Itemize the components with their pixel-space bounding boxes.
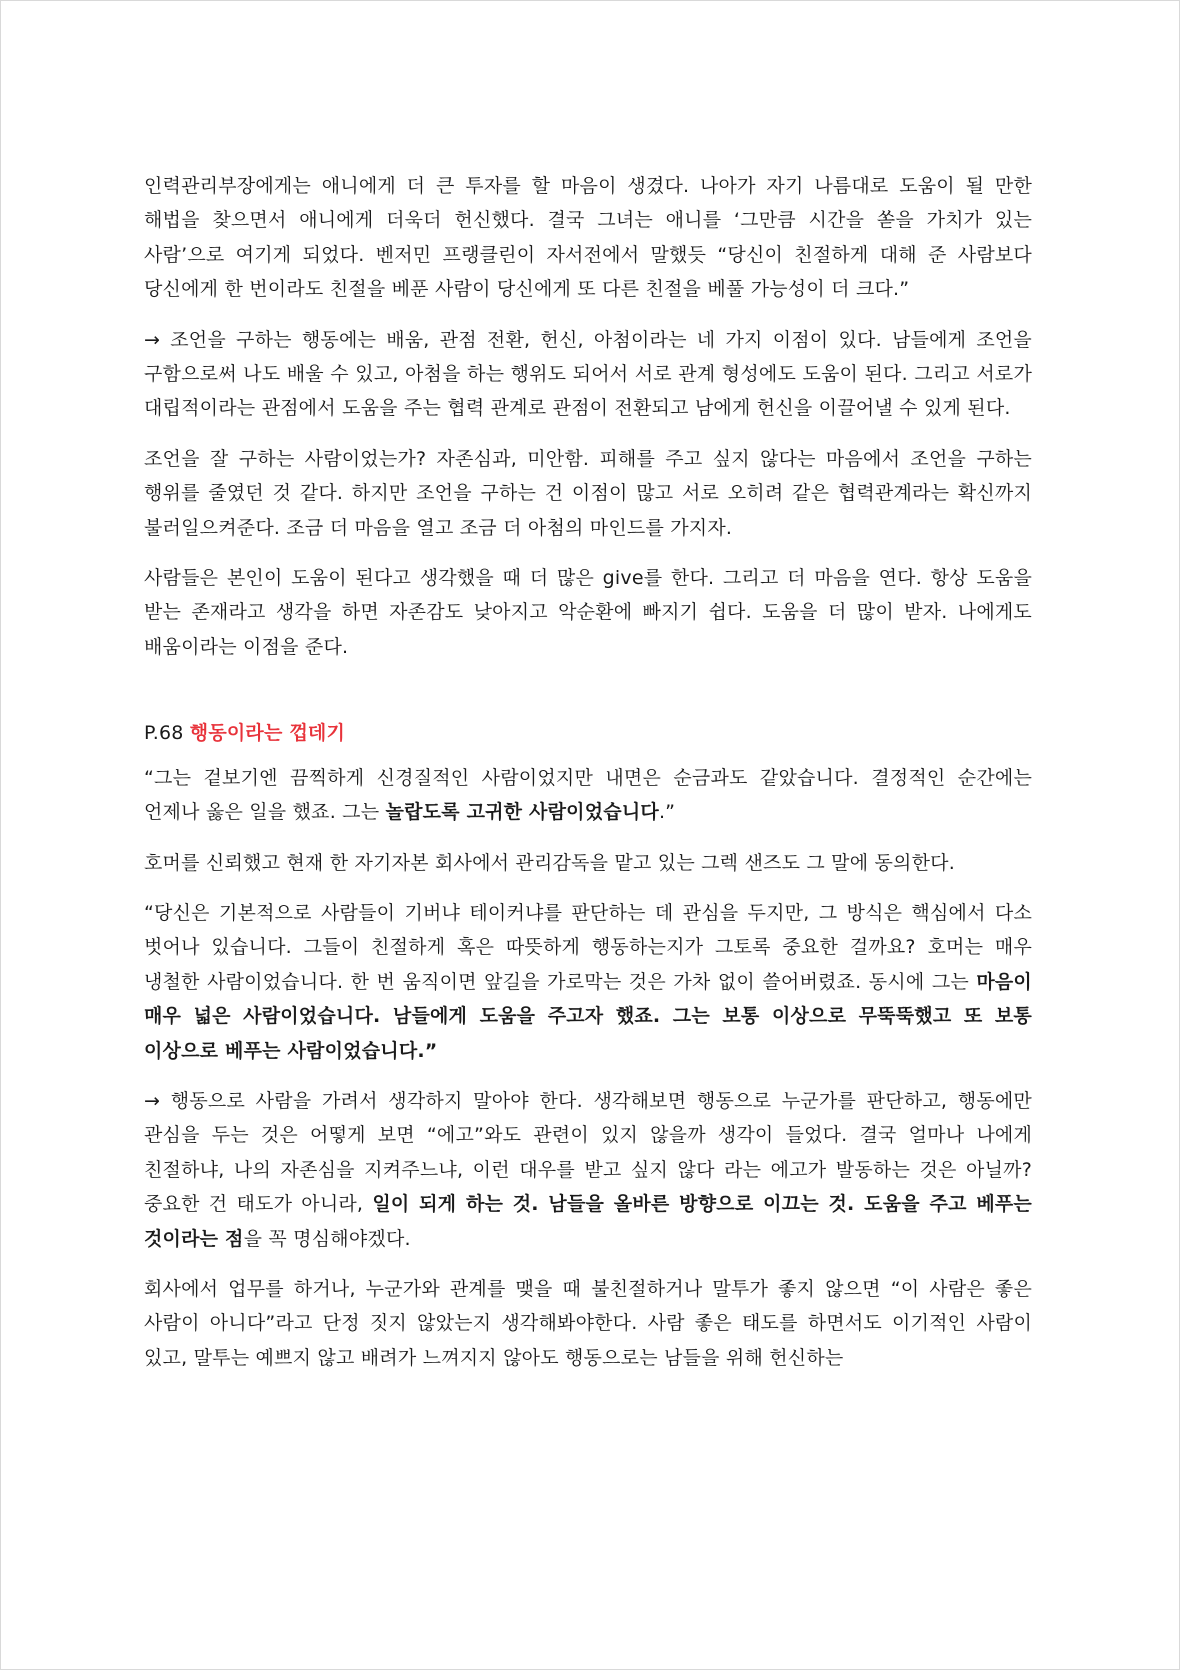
reflection-text: → 행동으로 사람을 가려서 생각하지 말아야 한다. 생각해보면 행동으로 누군가를 판단하고, 행동에만 관심을 두는 것은 어떻게 보면 “에고”와도 관련이 있지 않을까 생각이 들었다. 결국 얼마나 나에게 친절하냐, 나의 자존심을 지켜주느냐, 이런 대우를 받고 싶지 않다 라는 에고가 발동하는 것은 아닐까? 중요한 건 태도가 아니라, (144, 1089, 1032, 1216)
paragraph-annie-investment: 인력관리부장에게는 애니에게 더 큰 투자를 할 마음이 생겼다. 나아가 자기 나름대로 도움이 될 만한 해법을 찾으면서 애니에게 더욱더 헌신했다. 결국 그녀는 애니를 ‘그만큼 시간을 쏟을 가치가 있는 사람’으로 여기게 되었다. 벤저민 프랭클린이 자서전에서 말했듯 “당신이 친절하게 대해 준 사람보다 당신에게 한 번이라도 친절을 베푼 사람이 당신에게 또 다른 친절을 베풀 가능성이 더 크다.” (144, 175, 1032, 301)
reflection-bold: 일이 되게 하는 것. 남들을 올바른 방향으로 이끄는 것. 도움을 주고 베푸는 것이라는 점 (144, 1193, 1032, 1250)
quote-text: “당신은 기본적으로 사람들이 기버냐 테이커냐를 판단하는 데 관심을 두지만, 그 방식은 핵심에서 다소 벗어나 있습니다. 그들이 친절하게 혹은 따뜻하게 행동하는지가 그토록 중요한 걸까요? 호머는 매우 냉철한 사람이었습니다. 한 번 움직이면 앞길을 가로막는 것은 가차 없이 쓸어버렸죠. 동시에 그는 (144, 901, 1032, 993)
quote-bold: 마음이 매우 넓은 사람이었습니다. 남들에게 도움을 주고자 했죠. 그는 보통 이상으로 무뚝뚝했고 또 보통 이상으로 베푸는 사람이었습니다.” (144, 970, 1032, 1062)
section-page-ref: P.68 (144, 722, 184, 745)
section-title: 행동이라는 껍데기 (189, 722, 346, 745)
paragraph-advice-benefits: → 조언을 구하는 행동에는 배움, 관점 전환, 헌신, 아첨이라는 네 가지 이점이 있다. 남들에게 조언을 구함으로써 나도 배울 수 있고, 아첨을 하는 행위도 되어서 서로 관계 형성에도 도움이 된다. 그리고 서로가 대립적이라는 관점에서 도움을 주는 협력 관계로 관점이 전환되고 남에게 헌신을 이끌어낼 수 있게 된다. (144, 328, 1032, 420)
paragraph-workplace: 회사에서 업무를 하거나, 누군가와 관계를 맺을 때 불친절하거나 말투가 좋지 않으면 “이 사람은 좋은 사람이 아니다”라고 단정 짓지 않았는지 생각해봐야한다. 사람 좋은 태도를 하면서도 이기적인 사람이 있고, 말투는 예쁘지 않고 배려가 느껴지지 않아도 행동으로는 남들을 위해 헌신하는 (144, 1277, 1032, 1369)
quote-end: .” (658, 801, 676, 824)
section-heading (144, 716, 1032, 750)
quote-giver-taker (144, 896, 1032, 1068)
document-body (144, 169, 1032, 1391)
paragraph-give-help: 사람들은 본인이 도움이 된다고 생각했을 때 더 많은 give를 한다. 그리고 더 마음을 연다. 항상 도움을 받는 존재라고 생각을 하면 자존감도 낮아지고 악순환에 빠지기 쉽다. 도움을 더 많이 받자. 나에게도 배움이라는 이점을 준다. (144, 567, 1032, 658)
paragraph-advice-reflection: 조언을 잘 구하는 사람이었는가? 자존심과, 미안함. 피해를 주고 싶지 않다는 마음에서 조언을 구하는 행위를 줄였던 것 같다. 하지만 조언을 구하는 건 이점이 많고 서로 오히려 같은 협력관계라는 확신까지 불러일으켜준다. 조금 더 마음을 열고 조금 더 아첨의 마인드를 가지자. (144, 447, 1032, 539)
quote-text: “그는 겉보기엔 끔찍하게 신경질적인 사람이었지만 내면은 순금과도 같았습니다. 결정적인 순간에는 언제나 옳은 일을 했죠. 그는 (144, 766, 1032, 824)
paragraph-ego-reflection (144, 1084, 1032, 1256)
quote-bold: 놀랍도록 고귀한 사람이었습니다 (385, 801, 659, 824)
quote-homer-noble (144, 761, 1032, 830)
paragraph-greg-sands: 호머를 신뢰했고 현재 한 자기자본 회사에서 관리감독을 맡고 있는 그렉 샌즈도 그 말에 동의한다. (144, 851, 955, 874)
reflection-end: 을 꼭 명심해야겠다. (243, 1227, 411, 1250)
